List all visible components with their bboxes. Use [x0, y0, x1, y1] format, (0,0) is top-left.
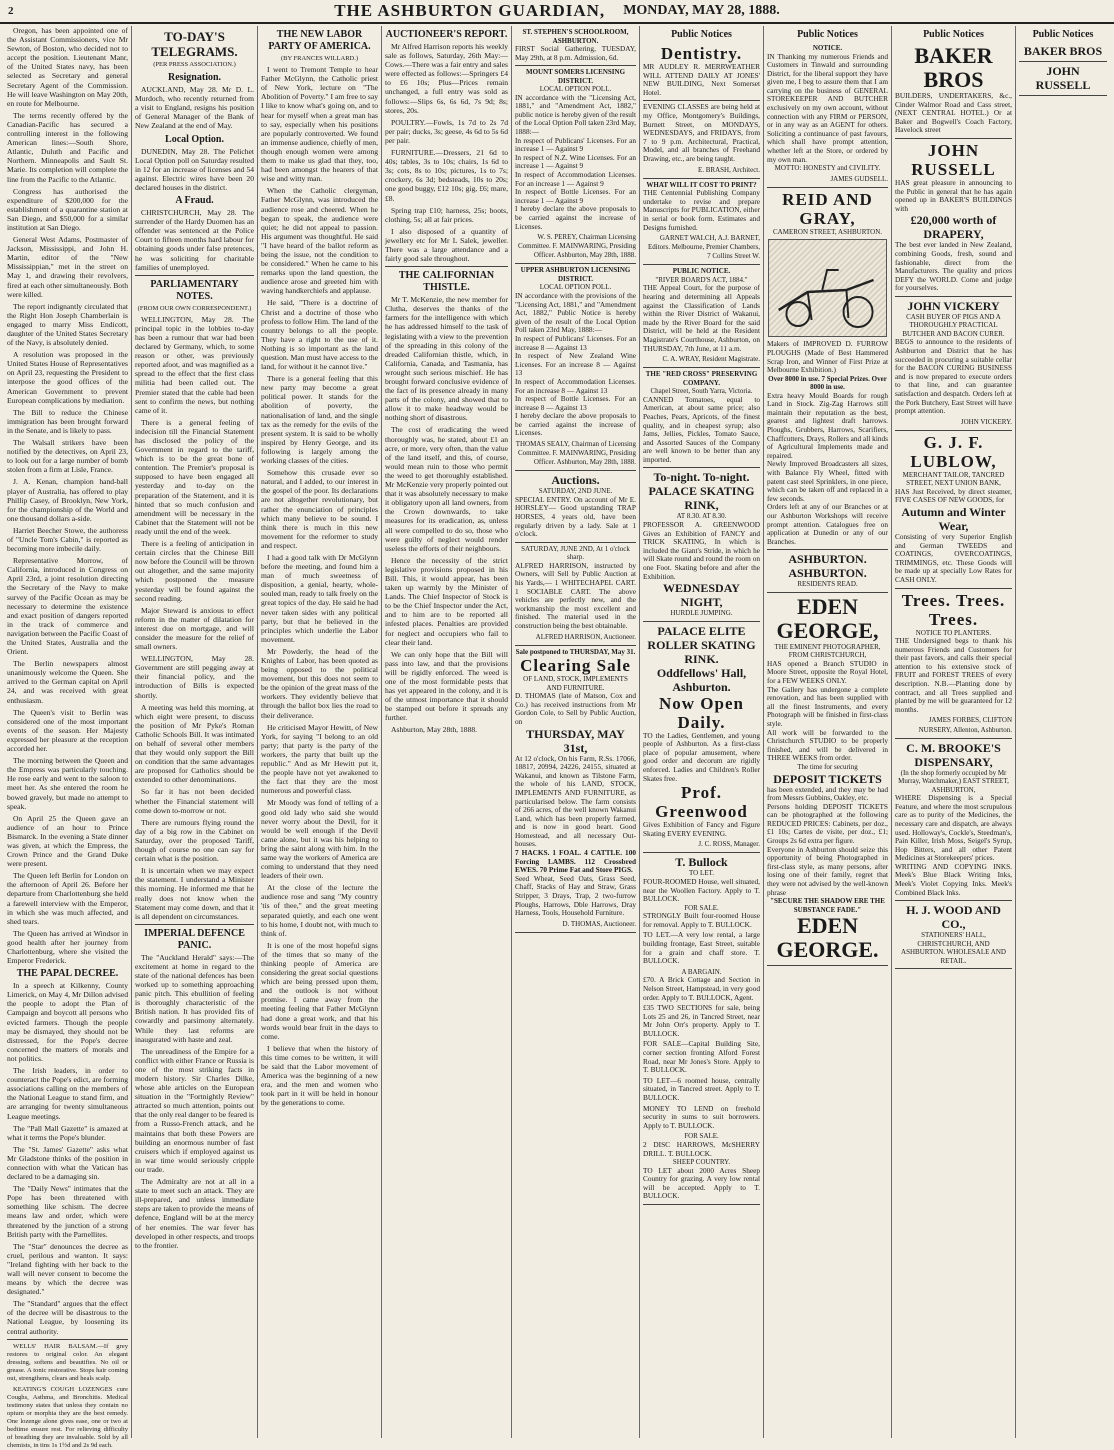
- paragraph: Congress has authorised the expenditure of $200,000 for the establishment of a quarantine station at San Diego, and $50,000 for a similar institution at San Diego.: [7, 186, 128, 232]
- advert-text: PROFESSOR A. GREENWOOD Gives an Exhibition of FANCY and TRICK SKATING, In which is included the Giant's Stride, in which he will Skate round and round the room on one Foot. Skating before and after the Exhibition.: [643, 519, 760, 581]
- advert-title: THE "RED CROSS" PRESERVING COMPANY.: [645, 370, 758, 387]
- advert-title: DEPOSIT TICKETS: [773, 771, 882, 786]
- advert-title: JOHN RUSSELL: [911, 140, 996, 179]
- advert-title: C. M. BROOKE'S DISPENSARY,: [906, 740, 1001, 769]
- columns: [4, 26, 1110, 1449]
- advert-roller-rink: [643, 622, 760, 854]
- advert-title: WHAT WILL IT COST TO PRINT?: [646, 180, 757, 189]
- advert-subtitle: CASH BUYER OF PIGS AND A THOROUGHLY PRACTICAL BUTCHER AND BACON CURER.: [902, 312, 1005, 338]
- advert-red-cross: [643, 368, 760, 468]
- section-header: Public Notices: [1032, 29, 1094, 40]
- advert-text: BUILDERS, UNDERTAKERS, &c., Cinder Walmor Road and Cass street, (NEXT CENTRAL HOTEL.) Or at Baker and Bogwell's Coach Factory, Havelock street: [895, 91, 1012, 135]
- paragraph: The Queen has arrived at Windsor in good health after her journey from Charlottenburg, where she visited the Emperor Frederick.: [7, 928, 128, 966]
- advert-trees: [895, 589, 1012, 739]
- advert-subtitle: OF LAND, STOCK, IMPLEMENTS AND FURNITURE.: [523, 675, 628, 692]
- column-7-public-notices: [764, 26, 892, 1438]
- paragraph: Major Steward is anxious to effect reform in the matter of dilatation for interest due on mortgage, and will consider the measure for the relief of small owners.: [135, 605, 254, 652]
- advert-text: TO LET.—A very low rental, a large building frontage, East Street, suitable for a grain and chaff store. T. BULLOCK.: [643, 930, 760, 966]
- advert-text: THE Appeal Court, for the purpose of hearing and determining all Appeals against the Classification of Lands within the River District of Wakanui, made by the River Board for the said District, will be held at the Resident Magistrate's Courthouse, Ashburton, on THURSDAY, 7th June, at 11 a.m.: [643, 283, 760, 353]
- poll-result: In respect of Accommodation Licenses. For an increase 8 — Against 13: [515, 376, 636, 395]
- advert-title: PALACE ELITE ROLLER SKATING RINK.: [647, 623, 756, 666]
- paragraph: Mr Alfred Harrison reports his weekly sale as follows, Saturday, 26th May:— Cows.—There was a fair entry and sales were effected as follows:—Springers £4 to £6 10s; Plus—Prices remain unchanged, a full entry was sold as follows:—Slips 6s, 6s 6d, 7s 9d; 8s; stores, 20s.: [385, 42, 508, 115]
- column-6-public-notices: [640, 26, 764, 1438]
- paragraph: The Irish leaders, in order to counteract the Pope's edict, are forming associations calling on the members of the National League to stand firm, and are arranging for twenty simultaneous League meetings.: [7, 1066, 128, 1121]
- advert-note: Sale postponed to THURSDAY, May 31.: [515, 647, 636, 656]
- paragraph: AUCKLAND, May 28. Mr D. L. Murdoch, who recently returned from a visit to England, resigns his position of General Manager of the Bank of New Zealand at the end of May.: [135, 85, 254, 131]
- paragraph: I went to Tremont Temple to hear Father McGlynn, the Catholic priest of New York, lecture on "The Abolition of Poverty." I am free to say I like to know what's going on, and to hear for myself when a great man has to say, especially when his positions are popularly controverted. We found an immense audience, chiefly of men, though enough women were among them to make us glad that they, too, had been amongst the hearers of that wise and witty man.: [261, 65, 378, 184]
- paragraph: The terms recently offered by the Canadian-Pacific has secured a controlling interest in the following American lines:—South Shore, Atlantic, Duluth and Pacific and Northern. Minneapolis and Sault St. Marie. Its completion will complete the line from the Pacific to the Atlantic.: [7, 110, 128, 184]
- advert-text: CANNED Tomatoes, equal to American, at about same price; also Peaches, Pears, Apricots, of the finest quality, and in cheapest syrup; also Jams, Jellies, Pickles, Tomato Sauce, and Assorted Sauces of the Company are well known to be better than any imported.: [643, 394, 760, 464]
- advert-signature: JOHN VICKERY.: [960, 417, 1012, 426]
- column-8-public-notices: [892, 26, 1016, 1438]
- advert-text: The time for securing: [797, 763, 858, 771]
- advert-title: WEDNESDAY NIGHT,: [663, 581, 740, 610]
- headline-auctioneer-report: AUCTIONEER'S REPORT.: [385, 29, 508, 40]
- advert-signature: JAMES GUDSELL.: [830, 174, 888, 183]
- divider: [385, 266, 508, 267]
- advert-text: HAS great pleasure in announcing to the Public in general that he has again opened up in BAKER'S BUILDINGS with: [895, 177, 1012, 213]
- advert-signature: J. C. ROSS, Manager.: [698, 840, 760, 849]
- paragraph: In a speech at Kilkenny, County Limerick, on May 4, Mr Dillon advised the people to adopt the Plan of Campaign and boycott all persons who evicted farmers. Though the people may be dismayed, they should not be distressed, for the Pope's decree concerned the matters of morals and not politics.: [7, 981, 128, 1063]
- advert-subtitle: SATURDAY, 2ND JUNE.: [538, 487, 613, 496]
- advert-text: Persons holding DEPOSIT TICKETS can be photographed at the following REDUCED PRICES: Cabinets, per doz., £1 10s; Cartes de visite, per doz., £1; Groups 2s 6d extra per figure.: [767, 801, 888, 846]
- paragraph: He said, "There is a doctrine of Christ and a doctrine of those who profess to follow Him. The land of the country belongs to all the people. They have a right to the use of it. Nothing is so important as the land question. Man must have access to the land, for without it he cannot live.": [261, 298, 378, 372]
- advert-text: HAS opened a Branch STUDIO in Moore Street, opposite the Royal Hotel, for a FEW WEEKS ONLY.: [767, 658, 888, 686]
- advert-subtitle: MERCHANT TAILOR, TANCRED STREET, NEXT UNION BANK,: [902, 470, 1005, 488]
- advert-text: D. THOMAS (late of Matson, Cox and Co.) has received instructions from Mr Gordon Cole, to Sell by Public Auction, on: [515, 691, 636, 726]
- paragraph: Representative Morrow, of California, introduced in Congress on April 23rd, a joint resolution directing the Secretary of the Navy to make survey of the Pacific Ocean as may be necessary to determine the existence and exact position of dangers reported in the track of commerce and navigation between the Pacific Coast of the United States, Australia and the Orient.: [7, 556, 128, 657]
- advert-signature: W. S. PEREY, Chairman Licensing Committee. F. MAINWARING, Presiding Officer. Ashburton, May 28th, 1888.: [517, 233, 636, 260]
- advert-text: IN Thanking my numerous Friends and Customers in Tinwald and surrounding District, for the liberal support they have given me, I beg to assure them that I am carrying on the business of GENERAL STOREKEEPER AND BUTCHER exclusively on my own account, without connection with any FIRM or PERSON, or in any way as an AGENT for others. Soliciting a continuance of past favours, which shall have prompt attention, whether left at the Store, or ordered by my own man.: [767, 51, 888, 164]
- paragraph: General West Adams, Postmaster of Jackson, Mississippi, and John H. Martin, editor of the "New Mississippian," met in the street on May 1, and drawing their revolvers, fired at each other simultaneously. Both were killed.: [7, 235, 128, 299]
- advert-title: Now Open Daily.: [659, 693, 744, 732]
- advert-eden-george: [767, 593, 888, 966]
- advert-text: TO LET—6 roomed house, centrally situated, in Tancred street. Apply to T. BULLOCK.: [643, 1075, 760, 1103]
- paragraph: Mr Powderly, the head of the Knights of Labor, has been quoted as being opposed to the political movement, but this does not seem to be the opinion of the great mass of the workers. They evidently believe that through the ballot box lies the road to their deliverance.: [261, 646, 378, 720]
- advert-paragraph: WELLS' HAIR BALSAM.—If grey restores to original color. An elegant dressing, softens and beautifies. No oil or grease. A tonic restorative. Stops hair coming out, strengthens, clears and heals scalp.: [7, 1342, 128, 1382]
- advert-subtitle: SATURDAY, JUNE 2ND, At 1 o'clock sharp.: [521, 544, 630, 562]
- advert-title: EDEN GEORGE,: [776, 593, 879, 643]
- byline: (BY FRANCES WILLARD.): [280, 55, 359, 62]
- advert-reid-and-gray: [767, 188, 888, 551]
- advert-harrison-carts: [515, 543, 636, 646]
- advert-john-vickery: [895, 297, 1012, 431]
- paragraph: FURNITURE.—Dressers, 21 6d to 40s; tables, 3s to 10s; chairs, 1s 6d to 3s; cots, 8s to 10s; pictures, 1s to 7s; crockery, 6s 3d; bedsteads, 10s to 20s; one good buggy, £12 10s; gig, £6; mare, £8.: [385, 148, 508, 203]
- paragraph: Harriet Beecher Stowe, the authoress of "Uncle Tom's Cabin," is reported as becoming more imbecile daily.: [7, 525, 128, 554]
- byline: (PER PRESS ASSOCIATION.): [153, 61, 236, 68]
- paragraph: The "Star" denounces the decree as cruel, perilous and wanton. It says: "Ireland fighting with her back to the wall will never consent to become the means by which the decree was designated.": [7, 1241, 128, 1297]
- paragraph: Oregon, has been appointed one of the Assistant Commissioners, vice Mr Sewton, of Boston, who decided not to accept the position. Lieutenant Manr, of the United States navy, has been selected as Secretary and general Secretary Agent of the Commission. He will leave Washington on May 20th, en route for Melbourne.: [7, 26, 128, 108]
- paragraph: Mr Moody was fond of telling of a good old lady who said she would never worry about the Devil, for it would be well enough if the Devil came alone, but it was his helping to bring the saint along with him. In the same way the workers of America are coming to understand that they need leaders of their own.: [261, 798, 378, 881]
- advert-centennial-publishing: [643, 179, 760, 266]
- advert-title: Trees. Trees. Trees.: [901, 590, 1006, 629]
- headline-imperial-defence: IMPERIAL DEFENCE PANIC.: [144, 927, 245, 951]
- advert-text: Consisting of very Superior English and German TWEEDS and COATINGS, OVERCOATINGS, TRIMMINGS, etc. These Goods will be made up at specially Low Rates for CASH ONLY.: [895, 532, 1012, 584]
- advert-st-stephens: [515, 26, 636, 66]
- advert-subtitle: NOTICE TO PLANTERS.: [915, 628, 992, 637]
- paragraph: WELLINGTON, May 28. Government are still pegging away at their financial policy, and the introduction of Bills is expected shortly.: [135, 654, 254, 700]
- paragraph: The Berlin newspapers almost unanimously welcome the Queen. She arrived to the German capital on April 24, and was received with great enthusiasm.: [7, 659, 128, 705]
- newspaper-title: THE ASHBURTON GUARDIAN,: [334, 1, 606, 20]
- headline-papal-decree: THE PAPAL DECREE.: [16, 968, 119, 980]
- advert-paragraph: KEATING'S COUGH LOZENGES cure Coughs, Asthma, and Bronchitis. Medical testimony states that unless they contain no opium or morphia they are the best remedy. One lozenge alone gives ease, one or two at bedtime ensure rest. For relieving difficulty of breathing they are invaluable. Sold by all chemists, in tins 1s 1½d and 2s 9d each.: [7, 1385, 128, 1449]
- advert-title: Dentistry.: [660, 44, 743, 63]
- headline-labor-party: THE NEW LABOR PARTY OF AMERICA.: [268, 29, 371, 52]
- paragraph: A meeting was held this morning, at which eight were present, to discuss the position of Mr Pyke's Roman Catholic Schools Bill. It was intimated on behalf of several other members that they would only support the Bill on condition that the same advantages are proposed for Catholics should be extended to other denominations.: [135, 702, 254, 785]
- advert-subtitle: LOCAL OPTION POLL.: [539, 283, 612, 292]
- advert-text: MR AUDLEY R. MERRWEATHER WILL ATTEND DAILY AT JONES' NEW BUILDING, Next Somerset Hotel.: [643, 62, 760, 97]
- advert-motto: MOTTO: HONESTY and CIVILITY.: [774, 164, 881, 173]
- advert-title: £20,000 worth of DRAPERY,: [910, 213, 997, 242]
- column-1-news: [4, 26, 132, 1449]
- advert-subtitle: TO LET.: [688, 869, 714, 878]
- advert-wood-stationers: [895, 901, 1012, 969]
- advert-text: I hereby declare the above proposals to be carried against the increase of Licenses.: [515, 411, 636, 438]
- paragraph: The cost of eradicating the weed thoroughly was, he stated, about £1 an acre, or more, very often, than the value of the land itself, and this, of course, would mean ruin to those who permit the weed to get thoroughly established. Mr McKenzie very properly pointed out that it was absolutely necessary to make it obligatory upon all land owners, from the Crown downwards, to take measures for its eradication, as, unless all were compelled to do so, those who were guilty of neglect would render useless the efforts of their neighbours.: [385, 425, 508, 553]
- advert-title: Autumn and Winter Wear,: [901, 505, 1006, 534]
- divider: [135, 924, 254, 925]
- paragraph: The report indignantly circulated that the Right Hon Joseph Chamberlain is engaged to marry Miss Endicott, daughter of the United States Secretary of the Navy, is absolutely denied.: [7, 301, 128, 348]
- advert-brooke-dispensary: [895, 739, 1012, 902]
- advert-text: TO the Ladies, Gentlemen, and young people of Ashburton. As a first-class place of popular amusement, where good order and decorum are rigidly enforced. Ladies and Children's Roller Skates free.: [643, 730, 760, 783]
- paragraph: When the Catholic clergyman, Father McGlynn, was introduced the audience rose and cheered. When he began to speak, the audience were quiet; he did not appeal to passion. His argument was thoughtful. He said "I have heard of the ballot reform as being the issue, not the condition to be considered." When he came to his remarks upon the land question, the audience arose and greeted him with waving handkerchiefs and applause.: [261, 186, 378, 296]
- advert-signature: E. BRASH, Architect.: [697, 165, 760, 174]
- advert-title: NOTICE.: [812, 44, 843, 52]
- advert-subtitle: STATIONERS' HALL, CHRISTCHURCH, AND ASHBURTON. WHOLESALE AND RETAIL.: [901, 931, 1006, 965]
- paragraph: The Admiralty are not at all in a state to meet such an attack. They are ill-prepared, and unless immediate steps are taken to provide the means of defence, England will be at the mercy of her enemies. The war fever has developed in other respects, and troops to the frontier.: [135, 1177, 254, 1250]
- advert-text: All work will be forwarded to the Christchurch STUDIO to be properly finished, and will be delivered in THREE WEEKS from order.: [767, 727, 888, 763]
- advert-river-board: [643, 265, 760, 368]
- paragraph: The morning between the Queen and the Empress was particularly touching. He rose early and went to the saloon to meet her. As she entered the room he bowed gravely, but made no attempt to speak.: [7, 756, 128, 811]
- paragraph: On April 25 the Queen gave an audience of an hour to Prince Bismarck. In the evening a State dinner was given, at which the Empress, the Crown Prince and the Grand Duke were present.: [7, 813, 128, 869]
- advert-text: HAS Just Received, by direct steamer, FIVE CASES OF NEW GOODS, for: [895, 486, 1012, 505]
- advert-subtitle: Chapel Street, South Yarra, Victoria.: [650, 387, 753, 396]
- advert-title: EDEN GEORGE.: [776, 913, 879, 963]
- paragraph: POULTRY.—Fowls, 1s 7d to 2s 7d per pair; ducks, 3s; geese, 4s 6d to 5s 6d per pair.: [385, 117, 508, 145]
- dateline: Ashburton, May 28th, 1888.: [391, 725, 478, 735]
- paragraph: He criticised Mayor Hewitt, of New York, for saying "I belong to an old party; that party is the party of the workers, the party that built up the republic." And as Mr Hewitt put it, the people have not yet awakened to the fact that they are the most numerous and powerful class.: [261, 722, 378, 796]
- advert-title: UPPER ASHBURTON LICENSING DISTRICT.: [520, 266, 631, 283]
- paragraph: I had a good talk with Dr McGlynn before the meeting, and found him a man of much sweetness of disposition, a genial, hearty, whole-souled man, ready to talk freely on the great topics of the day. He said he had never taken sides with any political party, but that he believed in the principles which underlie the Labor movement.: [261, 552, 378, 644]
- issue-date: MONDAY, MAY 28, 1888.: [623, 3, 780, 18]
- paragraph: Mr T. McKenzie, the new member for Clutha, deserves the thanks of the farmers for the intelligence with which he has addressed himself to the task of legislating with a view to the prevention of the spreading in this colony of the dreaded Californian thistle, which, in California, Canada, and Tasmania, has wrought such serious mischief. He has brought forward conclusive evidence of the fact of its presence already in many parts of the colony, and showed that to allow it to make headway would be nothing short of disastrous.: [385, 295, 508, 423]
- column-9-public-notices: [1016, 26, 1110, 1438]
- advert-title: JOHN RUSSELL: [1035, 64, 1091, 92]
- advert-text: STRONGLY Built four-roomed House for removal. Apply to T. BULLOCK.: [643, 911, 760, 929]
- advert-title: ASHBURTON.: [788, 566, 867, 581]
- advert-text: The best ever landed in New Zealand, combining Goods, fresh, sound and fashionable, direct from the Manufacturers. The quality and prices DEFY the WORLD. Come and judge for yourselves.: [895, 240, 1012, 293]
- advert-text: Newly Improved Broadcasters all sizes, with Balance Fly Wheel, fitted with patent cast steel Sprinklers, in one piece, which can be taken off and replaced in a few seconds.: [767, 459, 888, 503]
- poll-result: In respect of N.Z. Wine Licenses. For an increase 1 — Against 9: [515, 152, 636, 171]
- poll-result: In respect of New Zealand Wine Licenses. For an increase 8 — Against 13: [515, 351, 636, 378]
- paragraph: I believe that when the history of this time comes to be written, it will be said that the Labor movement of America was the beginning of a new era, and the men and women who took part in it will be held in honour by the generations to come.: [261, 1043, 378, 1108]
- paragraph: The "Daily News" intimates that the Pope has been threatened with something like schism. The decree means law and order, which were threatened by the junction of a strong British party with the Parnellites.: [7, 1184, 128, 1239]
- advert-subtitle: SHEEP COUNTRY.: [672, 1158, 731, 1167]
- advert-text: MONEY TO LEND on freehold security in sums to suit borrowers. Apply to T. BULLOCK.: [643, 1103, 760, 1130]
- advert-text: £70. A Brick Cottage and Section in Nelson Street, Hampstead, in very good order. Apply to T. BULLOCK, Agent.: [643, 975, 760, 1002]
- advert-text: Gives Exhibition of Fancy and Figure Skating EVERY EVENING.: [643, 820, 760, 838]
- paragraph: A resolution was proposed in the United States House of Representatives on April 23, requesting the President to interpose the good offices of the American Government to prevent European complications by mediation.: [7, 350, 128, 405]
- paragraph: The "Auckland Herald" says:—The excitement at home in regard to the state of the national defences has been worked up to something approaching panic pitch. This ebullition of feeling is thoroughly characteristic of the British nation. It has provided fits of cowardly and parsimony alternately. While they last reforms are inaugurated with haste and zeal.: [135, 952, 254, 1044]
- advert-clearing-sale: [515, 646, 636, 933]
- advert-title: G. J. F. LUBLOW,: [910, 432, 997, 471]
- paragraph: Spring trap £10; harness, 25s; boots, clothing, 5s; all at fair prices.: [385, 205, 508, 224]
- advert-ashburton-residents: [767, 550, 888, 593]
- advert-text: BEGS to announce to the residents of Ashburton and District that he has succeeded in procuring a suitable cellar for the BACON CURING BUSINESS and is now prepared to execute orders to that line, and can guarantee satisfaction and despatch. Orders left at the Pork Butchery, East Street will have prompt attention.: [895, 337, 1012, 416]
- advert-text: SPECIAL ENTRY. On account of Mr E. HORSLEY— Good upstanding TRAP HORSES, 4 years old, have been regularly driven by a lady. Sale at 1 o'clock.: [515, 494, 636, 539]
- advert-text: Makers of IMPROVED D. FURROW PLOUGHS (Made of Best Hammered Scrap Iron, and Winner of First Prize at Melbourne Exhibition.): [767, 339, 888, 375]
- advert-text: has been extended, and they may be had from Messrs Gubbins, Oakley, etc.: [767, 784, 888, 803]
- advert-text: TO LET about 2000 Acres Sheep Country for grazing. A very low rental will be accepted. Apply to T. BULLOCK.: [643, 1165, 760, 1201]
- advert-subtitle: LOCAL OPTION POLL.: [539, 85, 612, 94]
- advert-title: JOHN VICKERY: [907, 298, 1000, 313]
- advert-title: Clearing Sale: [520, 656, 631, 676]
- advert-signature: ALFRED HARRISON, Auctioneer.: [535, 632, 636, 641]
- poll-result: In respect of Publicans' Licenses. For an increase 1 — Against 9: [515, 135, 636, 154]
- advert-title: Oddfellows' Hall, Ashburton.: [656, 665, 747, 694]
- section-header: Public Notices: [797, 29, 858, 40]
- advert-title: ASHBURTON.: [788, 552, 867, 567]
- advert-title: Prof. Greenwood: [655, 783, 748, 822]
- paragraph: There is a general feeling of indecision till the Financial Statement has disclosed the policy of the Government in regard to the tariff, which is to be the great bone of contention. The Premier's proposal is supposed to have been engaged all yesterday and to-day on the preparation of the Statement, and it is hinted that so much confusion and amendment will be necessary in the Cabinet that the Statement will not be ready until the end of the week.: [135, 417, 254, 536]
- advert-text: The Gallery has undergone a complete renovation, and has been supplied with all the finest Instruments, and every Photograph will be finished in first-class style.: [767, 684, 888, 729]
- advert-baker-bros: [895, 42, 1012, 139]
- advert-auctions: [515, 471, 636, 542]
- advert-baker-bros-strip: [1019, 42, 1107, 62]
- advert-lublow-tailor: [895, 431, 1012, 589]
- advert-upper-ashburton-poll: [515, 264, 636, 471]
- advert-subtitle: A BARGAIN.: [681, 967, 722, 976]
- paragraph: It is uncertain when we may expect the statement. I understand a Minister this morning. He informed me that he really does not know when the Statement may come down, and that it is all dependent on circumstances.: [135, 866, 254, 921]
- advert-text: Seed Wheat, Seed Oats, Grass Seed, Chaff, Stacks of Hay and Straw, Grass Stripper, 3 Drays, Trap, 2 two-furrow Ploughs, Harrows, Dble Harrows, Dray Harness, Tools, Household Furniture.: [515, 873, 636, 918]
- advert-text: WRITING AND COPYING INKS. Meek's Blue Black Writing Inks, Meek's Violet Copying Inks. Meek's Combined Black Inks.: [895, 861, 1012, 897]
- advert-text: Extra heavy Mould Boards for rough Land in Stock. Zig-Zag Harrows still maintain their reputation as the best, gearest and lightest draft harrows. Ploughs, Grubbers, Harrows, Scarifiers, Chaffcutters, Drays, Rollers and all kinds of Agricultural Implements made and repaired.: [767, 390, 888, 460]
- advert-russell-strip: [1019, 62, 1107, 96]
- advert-title: H. J. WOOD AND CO.,: [906, 903, 1001, 932]
- advert-title: MOUNT SOMERS LICENSING DISTRICT.: [525, 68, 626, 85]
- advert-text: WHERE Dispensing is a Special Feature, and where the most scrupulous care as to purity of the Medicines, the necessary care and dispatch, are always used. Holloway's, Cockle's, Steedman's, Pain Killer, Irish Moss, Seigel's Syrup, Hop Bitters, and all other Patent Medicines at Storekeepers' prices.: [895, 793, 1012, 863]
- advert-signature: GARNET WALCH, A.J. BARNET, Editors. Melbourne, Premier Chambers, 7 Collins Street W.: [648, 234, 760, 261]
- paragraph: There is a feeling of anticipation in certain circles that the Chinese Bill now before the Council will be thrown out altogether, and the same majority which postponed the measure yesterday will be found against the second reading.: [135, 539, 254, 603]
- advert-text: THE Centennial Publishing Company undertake to revise and prepare Manuscripts for PUBLICATION, either in serial or book form. Estimates and Designs furnished.: [643, 188, 760, 232]
- column-4-auctioneer-thistle: [382, 26, 512, 1438]
- advert-text: Everyone in Ashburton should seize this opportunity of being Photographed in first-class style, as many persons, after losing one of their family, regret that they were not advised by the well-known phrase: [767, 844, 888, 897]
- advert-palace-skating: [643, 468, 760, 621]
- advert-gudsell: [767, 42, 888, 188]
- paragraph: So far it has not been decided whether the Financial statement will come down to-morrow or not.: [135, 787, 254, 815]
- subhead: Local Option.: [165, 133, 224, 145]
- paragraph: It is one of the most hopeful signs of the times that so many of the thinking people of America are considering the great social questions which are being pressed upon them, and the outlook is not without promise. I came away from the meeting feeling that Father McGlynn had done a great work, and that his words would bear fruit in the days to come.: [261, 940, 378, 1041]
- page-number: 2: [8, 5, 15, 17]
- advert-title: BAKER BROS: [914, 43, 993, 92]
- advert-text: FIRST Social Gathering, TUESDAY, May 29th, at 8 p.m. Admission, 6d.: [515, 44, 636, 62]
- paragraph: J. A. Kenan, champion hand-ball player of Australia, has offered to play Phillip Casey, of Brooklyn, New York, for the championship of the World and one thousand dollars a-side.: [7, 477, 128, 523]
- advert-subtitle: (In the shop formerly occupied by Mr Murray, Watchmaker,) EAST STREET, ASHBURTON,: [898, 768, 1009, 794]
- masthead: [0, 0, 1114, 24]
- advert-subtitle: HURDLE JUMPING.: [670, 609, 733, 618]
- paragraph: WELLINGTON, May 28. The principal topic in the lobbies to-day has been a rumour that war had been declared by Germany, which, to some reason or other, was previously reported afoot, and was magnified as a spread to the effect that the first class militia had been called out. The Premier stated that the cable had been sent to confirm the news, but nothing came of it.: [135, 314, 254, 415]
- paragraph: At the close of the lecture the audience rose and sang "My country 'tis of thee," and the great meeting separated quietly, and each one went to his home, I doubt not, with much to think of.: [261, 883, 378, 938]
- paragraph: CHRISTCHURCH, May 28. The surrender of the Hardy Duomen has an offender was sentenced at the Police Court to fifteen months hard labour for obtaining goods under false pretences, he was soliciting for charitable families of unemployed.: [135, 208, 254, 272]
- advert-title: PALACE SKATING RINK,: [648, 484, 755, 513]
- column-3-labor-party: [258, 26, 382, 1438]
- paragraph: The Queen left Berlin for London on the afternoon of April 26. Before her departure from Charlottenburg she held a farewell interview with the Emperor, in which she was much affected, and shed tears.: [7, 871, 128, 926]
- advert-subtitle: CAMERON STREET, ASHBURTON.: [773, 227, 882, 236]
- paragraph: Somehow this crusade ever so natural, and I added, to our interest in the gospel of the poor. Its declarations are not altogether revolutionary, but rather the enunciation of principles which many believe to be sound. I think there is much in this new movement for the reformer to study and respect.: [261, 468, 378, 550]
- headline-parliamentary-notes: PARLIAMENTARY NOTES.: [150, 278, 239, 302]
- advert-signature: C. A. WRAY, Resident Magistrate.: [662, 355, 760, 364]
- advert-text: 2 DISC HARROWS, McSHERRY DRILL. T. BULLOCK.: [643, 1139, 760, 1158]
- advert-title: ST. STEPHEN'S SCHOOLROOM, ASHBURTON.: [522, 28, 629, 45]
- paragraph: We can only hope that the Bill will pass into law, and that the provisions will be rigidly enforced. The weed is one of the most formidable pests that has yet appeared in the colony, and it is of the utmost importance that it should be stamped out before it spreads any further.: [385, 649, 508, 723]
- advert-text: Over 8000 in use. 7 Special Prizes. Over 8000 in use.: [768, 374, 887, 392]
- advert-subtitle: "RIVER BOARD'S ACT, 1884.": [655, 275, 748, 284]
- advert-dentistry: [643, 42, 760, 101]
- subhead: Resignation.: [167, 72, 222, 84]
- advert-text: Orders left at any of our Branches or at our Ashburton Workshops will receive prompt attention. Catalogues free on application at Dunedin or any of our Branches.: [767, 502, 888, 546]
- paragraph: The "Pall Mall Gazette" is amazed at what it terms the Pope's blunder.: [7, 1123, 128, 1142]
- advert-title: BAKER BROS: [1023, 44, 1103, 58]
- advert-title: REID AND GRAY,: [782, 189, 873, 228]
- advert-title: PUBLIC NOTICE.: [672, 267, 731, 276]
- advert-text: FOUR-ROOMED House, well situated, near the Woollen Factory. Apply to T. BULLOCK.: [643, 876, 760, 904]
- sale-date: THURSDAY, MAY 31st,: [526, 726, 625, 755]
- paragraph: The "Standard" argues that the effect of the decree will be disastrous to the National League, by loosening its central authority.: [7, 1299, 128, 1336]
- advert-subtitle: THE EMINENT PHOTOGRAPHER, FROM CHRISTCHURCH,: [774, 642, 881, 660]
- paragraph: Hence the necessity of the strict legislative provisions proposed in his Bill. This, it would appear, has been taken up warmly by the Minister of Lands. The Chief Inspector of Stock is to be the Chief Inspector under the Act, and to him are to be reported all infested places. Penalties are provided for neglect and occupiers who fail to clear their land.: [385, 555, 508, 647]
- advert-subtitle: FOR SALE.: [684, 903, 719, 912]
- advert-subtitle: FOR SALE.: [684, 1132, 719, 1141]
- paragraph: I also disposed of a quantity of jewellery etc for Mr L Salek, jeweller. There was a large attendance and a fairly good sale throughout.: [385, 226, 508, 264]
- poll-result: In respect of Accommodation Licenses. For an increase 1 — Against 9: [515, 170, 636, 188]
- advert-subtitle: AT 8.30. AT 8.30.: [676, 512, 727, 521]
- plough-engraving: [768, 239, 886, 337]
- paragraph: The Queen's visit to Berlin was considered one of the most important events of the season. Her Majesty expressed her pleasure at the reception accorded her.: [7, 707, 128, 754]
- advert-subtitle: RESIDENTS READ.: [797, 580, 858, 589]
- poll-result: In respect of Bottle Licenses. For an increase 1 — Against 9: [515, 187, 636, 205]
- advert-text: ALFRED HARRISON, instructed by Owners, will Sell by Public Auction at his Yards,— 1 WHITECHAPEL CART. 1 SOCIABLE CART. The above vehicles are perfectly new, and the workmanship the most excellent and finished. The material used in the construction being the best obtainable.: [515, 560, 636, 630]
- headline-californian-thistle: THE CALIFORNIAN THISTLE.: [398, 270, 495, 294]
- advert-text: IN accordance with the provisions of the "Licensing Act, 1881," and "Amendment Act, 1882," Public Notice is hereby given of the result of the Local Option Poll taken 23rd May, 1888:—: [515, 290, 636, 335]
- paragraph: The Walsall strikers have been notified by the detectives, on April 23, to look out for a large number of bomb stolen from a firm at Lisle, France.: [7, 438, 128, 475]
- headline-telegrams: TO-DAY'S TELEGRAMS.: [151, 29, 238, 59]
- advert-text: IN accordance with the "Licensing Act, 1881," and "Amendment Act, 1882," public notice is hereby given of the result of the Local Option Poll taken 23rd May, 1888:—: [515, 92, 636, 137]
- advert-mount-somers-poll: [515, 66, 636, 264]
- poll-result: In respect of Bottle Licenses. For an increase 8 — Against 13: [515, 394, 636, 412]
- advert-bullock: [643, 853, 760, 1205]
- divider: [7, 1339, 128, 1340]
- paragraph: DUNEDIN, May 28. The Pelichet Local Option poll on Saturday resulted in 12 for an increase of licenses and 54 against. Electric wires have been 20 declared houses in the district.: [135, 146, 254, 192]
- divider: [135, 275, 254, 276]
- advert-john-russell: [895, 139, 1012, 297]
- advert-title: T. Bullock: [675, 855, 728, 870]
- paragraph: There is a general feeling that this new party may become a great political power. It stands for the abolition of poverty, the nationalisation of land, and the single tax as the remedy for the evils of the present system. It is said to be wholly inspired by Henry George, and its following is largely among the working classes of the cities.: [261, 374, 378, 466]
- advert-title: To-night. To-night.: [653, 470, 750, 485]
- paragraph: There are rumours flying round the day of a big row in the Cabinet on Saturday, over the proposed Tariff, though of course no one can say for certain what is the position.: [135, 817, 254, 864]
- advert-signature: JAMES FORBES, CLIFTON NURSERY, Allenton, Ashburton.: [918, 716, 1012, 734]
- column-2-telegrams: [132, 26, 258, 1438]
- advert-quote: "SECURE THE SHADOW ERE THE SUBSTANCE FADE.": [770, 897, 885, 914]
- advert-text: At 12 o'clock, On his Farm, R.Ss. 17066, 18817, 20994, 24226, 24155, situated at Wakanui, and known as Tilstone Farm, the whole of his LAND, STOCK, IMPLEMENTS AND FURNITURE, as particularised below. The farm consists of 266 acres, of the well known Wakanui Land, which has been properly farmed, and is now in good heart. Good Homestead, and all necessary Out-houses.: [515, 753, 636, 849]
- advert-text: THE Undersigned begs to thank his numerous Friends and Customers for their past favors, and calls their special attention to his extensive stock of FRUIT and FOREST TREES of every description. N.B.—Planting done by contract, and all Trees supplied and planted by me will be guaranteed for 12 months.: [895, 636, 1012, 714]
- column-5-notices: [512, 26, 640, 1438]
- section-header: Public Notices: [671, 29, 732, 40]
- poll-result: In respect of Publicans' Licenses. For an increase 8 — Against 13: [515, 333, 636, 352]
- advert-text: FOR SALE—Capital Building Site, corner section fronting Alford Forest Road, near Mr Jones's Store. Apply to T. BULLOCK.: [643, 1039, 760, 1075]
- advert-text: I hereby declare the above proposals to be carried against the increase of Licenses.: [515, 204, 636, 231]
- advert-evening-classes: [643, 101, 760, 178]
- advert-title: Auctions.: [551, 473, 600, 488]
- byline: (FROM OUR OWN CORRESPONDENT.): [137, 304, 252, 312]
- stock-list: 7 HACKS. 1 FOAL. 4 CATTLE. 100 Forcing LAMBS. 112 Crossbred EWES. 70 Prime Fat and Store PIGS.: [515, 848, 636, 875]
- section-header: Public Notices: [923, 29, 984, 40]
- subhead: A Fraud.: [175, 195, 214, 207]
- advert-signature: D. THOMAS, Auctioneer.: [562, 919, 636, 928]
- paragraph: The "St. James' Gazette" asks what Mr Gladstone thinks of the position in connection with what the Vatican has declared to be a damaging sin.: [7, 1144, 128, 1182]
- paragraph: The unreadiness of the Empire for a conflict with either France or Russia is one of the most striking facts in modern history. Sir Charles Dilke, whose able articles on the European situation in the "Fortnightly Review" attracted so much attention, points out that the only real danger to be feared is from a Russo-French attack, and he maintains that both these Powers are building an enormous number of fast cruisers which if employed against us in war time would seriously cripple our trade.: [135, 1046, 254, 1174]
- advert-signature: THOMAS SEALY, Chairman of Licensing Committee. F. MAINWARING, Presiding Officer. Ashburton, May 28th, 1888.: [515, 440, 636, 467]
- paragraph: The Bill to reduce the Chinese immigration has been brought forward in the Senate, and is likely to pass.: [7, 407, 128, 435]
- advert-text: EVENING CLASSES are being held at my Office, Montgomery's Buildings, Burnett Street, on MONDAYS, WEDNESDAYS, and FRIDAYS, from 7 to 9 p.m. Architectural, Practical, Model, and all branches of Freehand Drawing, etc., are being taught.: [643, 102, 760, 163]
- advert-text: £35 TWO SECTIONS for sale, being Lots 25 and 26, in Tancred Street, near Mr John Orr's property. Apply to T. BULLOCK.: [643, 1003, 760, 1038]
